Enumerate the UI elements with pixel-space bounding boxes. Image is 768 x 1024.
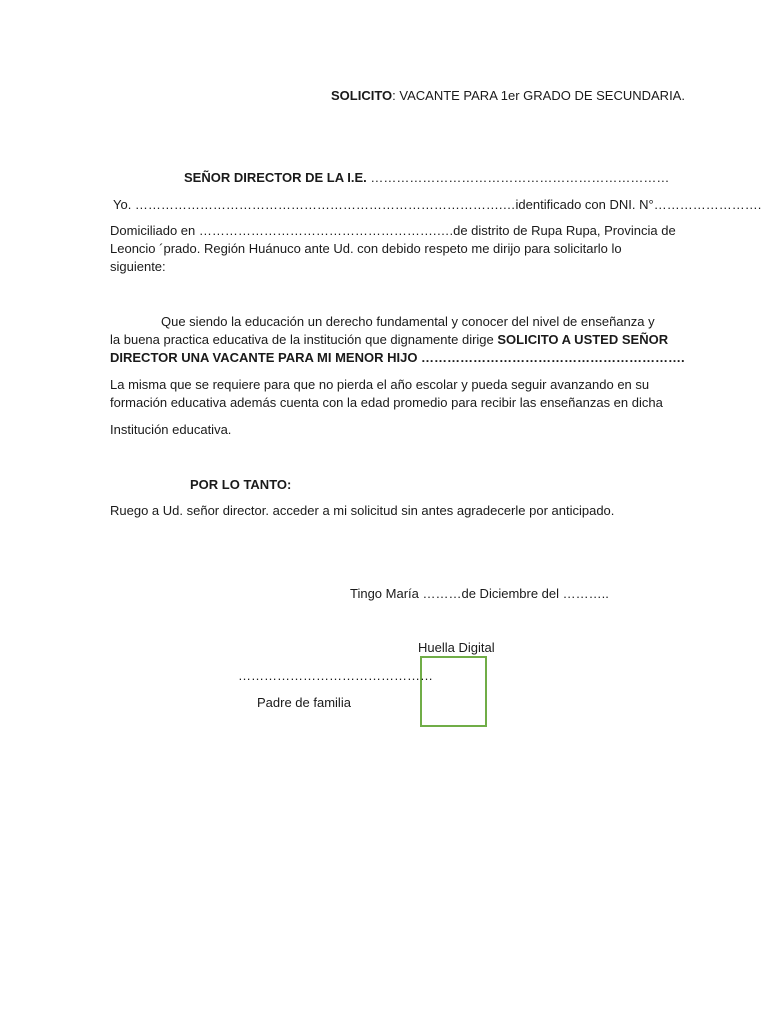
request-line-2-bold: SOLICITO A USTED SEÑOR <box>497 332 669 347</box>
domicile-paragraph <box>110 222 676 276</box>
addressee-dots: …………………………………………………………… <box>366 170 670 185</box>
domicile-line-2: Leoncio ´prado. Región Huánuco ante Ud. con debido respeto me dirijo para solicitarlo lo <box>110 241 622 256</box>
subject-label: SOLICITO <box>331 88 393 103</box>
request-line-1 <box>110 313 658 331</box>
signature-line: ……………………………………… <box>238 668 433 683</box>
domicile-line-3: siguiente: <box>110 259 166 274</box>
request-line-3: DIRECTOR UNA VACANTE PARA MI MENOR HIJO ……………………………………………………. <box>110 350 685 365</box>
addressee-line <box>184 169 669 186</box>
conclusion-heading: POR LO TANTO: <box>190 477 292 492</box>
domicile-line-1: Domiciliado en ……………………………………………….….de distrito de Rupa Rupa, Provincia de <box>110 223 676 238</box>
reason-line-2: formación educativa además cuenta con la edad promedio para recibir las enseñanzas en dicha <box>110 395 663 410</box>
conclusion-text: Ruego a Ud. señor director. acceder a mi solicitud sin antes agradecerle por anticipado. <box>110 503 615 518</box>
identification-line: Yo. ………………………………………………………………………….…identificado con DNI. N°……………………. <box>113 197 762 212</box>
reason-paragraph <box>110 376 663 412</box>
addressee-label: SEÑOR DIRECTOR DE LA I.E. <box>184 170 367 185</box>
fingerprint-label: Huella Digital <box>418 640 495 655</box>
subject-line <box>331 87 685 104</box>
request-paragraph <box>110 313 685 367</box>
reason-line-3: Institución educativa. <box>110 422 232 437</box>
request-line-2 <box>110 331 669 349</box>
request-line-1-text: Que siendo la educación un derecho fundamental y conocer del nivel de enseñanza y <box>161 314 655 329</box>
signature-role: Padre de familia <box>257 695 351 710</box>
place-date: Tingo María ………de Diciembre del ……….. <box>350 586 609 601</box>
subject-text: : VACANTE PARA 1er GRADO DE SECUNDARIA. <box>392 88 685 103</box>
request-line-2-text: la buena practica educativa de la institución que dignamente dirige <box>110 332 498 347</box>
reason-line-1: La misma que se requiere para que no pierda el año escolar y pueda seguir avanzando en su <box>110 377 650 392</box>
